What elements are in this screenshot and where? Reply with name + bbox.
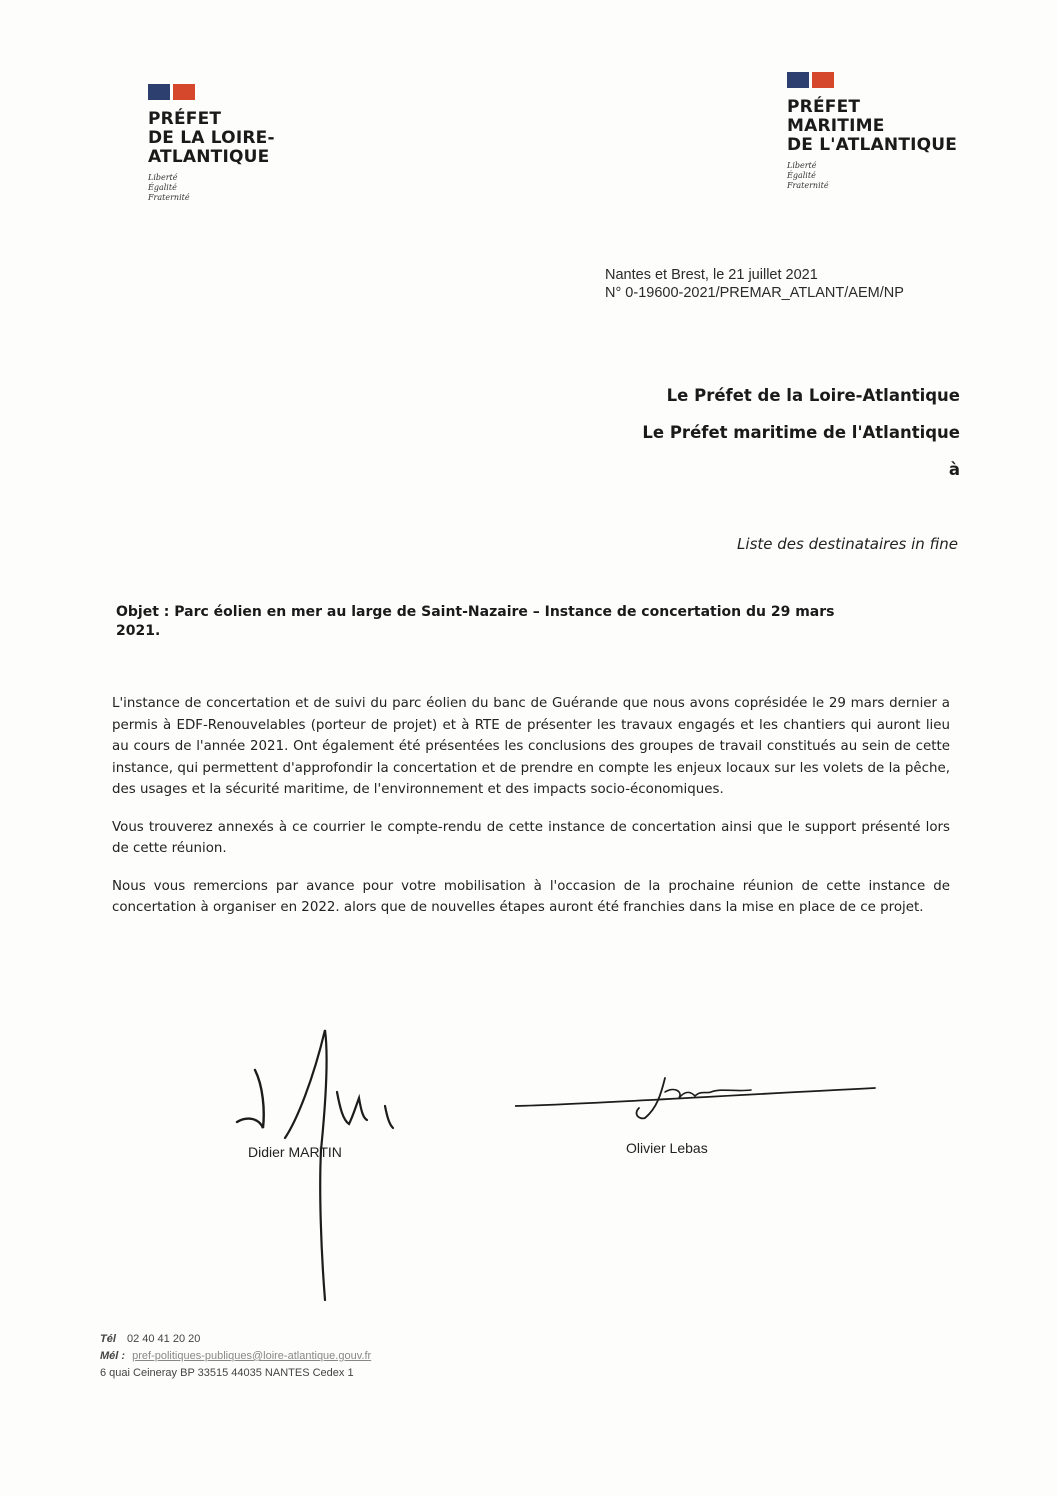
signature-didier-martin <box>225 1020 425 1305</box>
signatory-left-name: Didier MARTIN <box>248 1144 342 1160</box>
footer-contact <box>100 1331 371 1382</box>
subject-line-1: Objet : Parc éolien en mer au large de Saint-Nazaire – Instance de concertation du 29 mars <box>116 604 835 620</box>
footer-email: Mél : pref-politiques-publiques@loire-atlantique.gouv.fr <box>100 1350 372 1362</box>
logo-left-title: PRÉFET DE LA LOIRE- ATLANTIQUE <box>148 109 275 167</box>
subject <box>116 603 946 641</box>
logo-right-title: PRÉFET MARITIME DE L'ATLANTIQUE <box>787 97 958 155</box>
recipients-line: Liste des destinataires in fine <box>737 535 958 553</box>
marianne-flag-icon <box>148 84 275 100</box>
body-paragraph: Vous trouverez annexés à ce courrier le compte-rendu de cette instance de concertation ainsi que le support présenté lors de cette réunion. <box>112 819 950 856</box>
letter-meta <box>605 266 904 302</box>
body-paragraph: L'instance de concertation et de suivi du parc éolien du banc de Guérande que nous avons coprésidée le 29 mars dernier a permis à EDF-Renouvelables (porteur de projet) et à RTE de présenter les travaux engagés et les chantiers qui auront lieu au cours de l'année 2021. Ont également été présentées les conclusions des groupes de travail constitués au sein de cette instance, qui permettent d'approfondir la concertation et de prendre en compte les enjeux locaux sur les volets de la pêche, des usages et la sécurité maritime, de l'environnement et des impacts socio-économiques. <box>112 696 950 797</box>
sender-line-1: Le Préfet de la Loire-Atlantique <box>666 386 960 405</box>
body-paragraph: Nous vous remercions par avance pour votre mobilisation à l'occasion de la prochaine réunion de cette instance de concertation à organiser en 2022. alors que de nouvelles étapes auront été franchies dans la mise en place de ce projet. <box>112 878 950 915</box>
prefet-maritime-logo <box>787 72 957 191</box>
email-link[interactable]: pref-politiques-publiques@loire-atlantique.gouv.fr <box>132 1350 372 1362</box>
logo-right-motto: Liberté Égalité Fraternité <box>787 161 829 190</box>
footer-phone: Tél 02 40 41 20 20 <box>100 1333 201 1345</box>
subject-line-2: 2021. <box>116 623 161 639</box>
marianne-flag-icon <box>787 72 957 88</box>
sender-to: à <box>948 460 960 479</box>
sender-block <box>460 386 960 479</box>
prefecture-loire-atlantique-logo <box>148 84 275 203</box>
letter-body <box>112 693 950 935</box>
sender-line-2: Le Préfet maritime de l'Atlantique <box>642 423 960 442</box>
logo-left-motto: Liberté Égalité Fraternité <box>148 173 190 202</box>
place-date: Nantes et Brest, le 21 juillet 2021 <box>605 267 818 283</box>
signature-olivier-lebas <box>515 1070 885 1130</box>
footer-address: 6 quai Ceineray BP 33515 44035 NANTES Cedex 1 <box>100 1367 354 1379</box>
signatory-right-name: Olivier Lebas <box>626 1140 708 1156</box>
reference-number: N° 0-19600-2021/PREMAR_ATLANT/AEM/NP <box>605 285 904 301</box>
